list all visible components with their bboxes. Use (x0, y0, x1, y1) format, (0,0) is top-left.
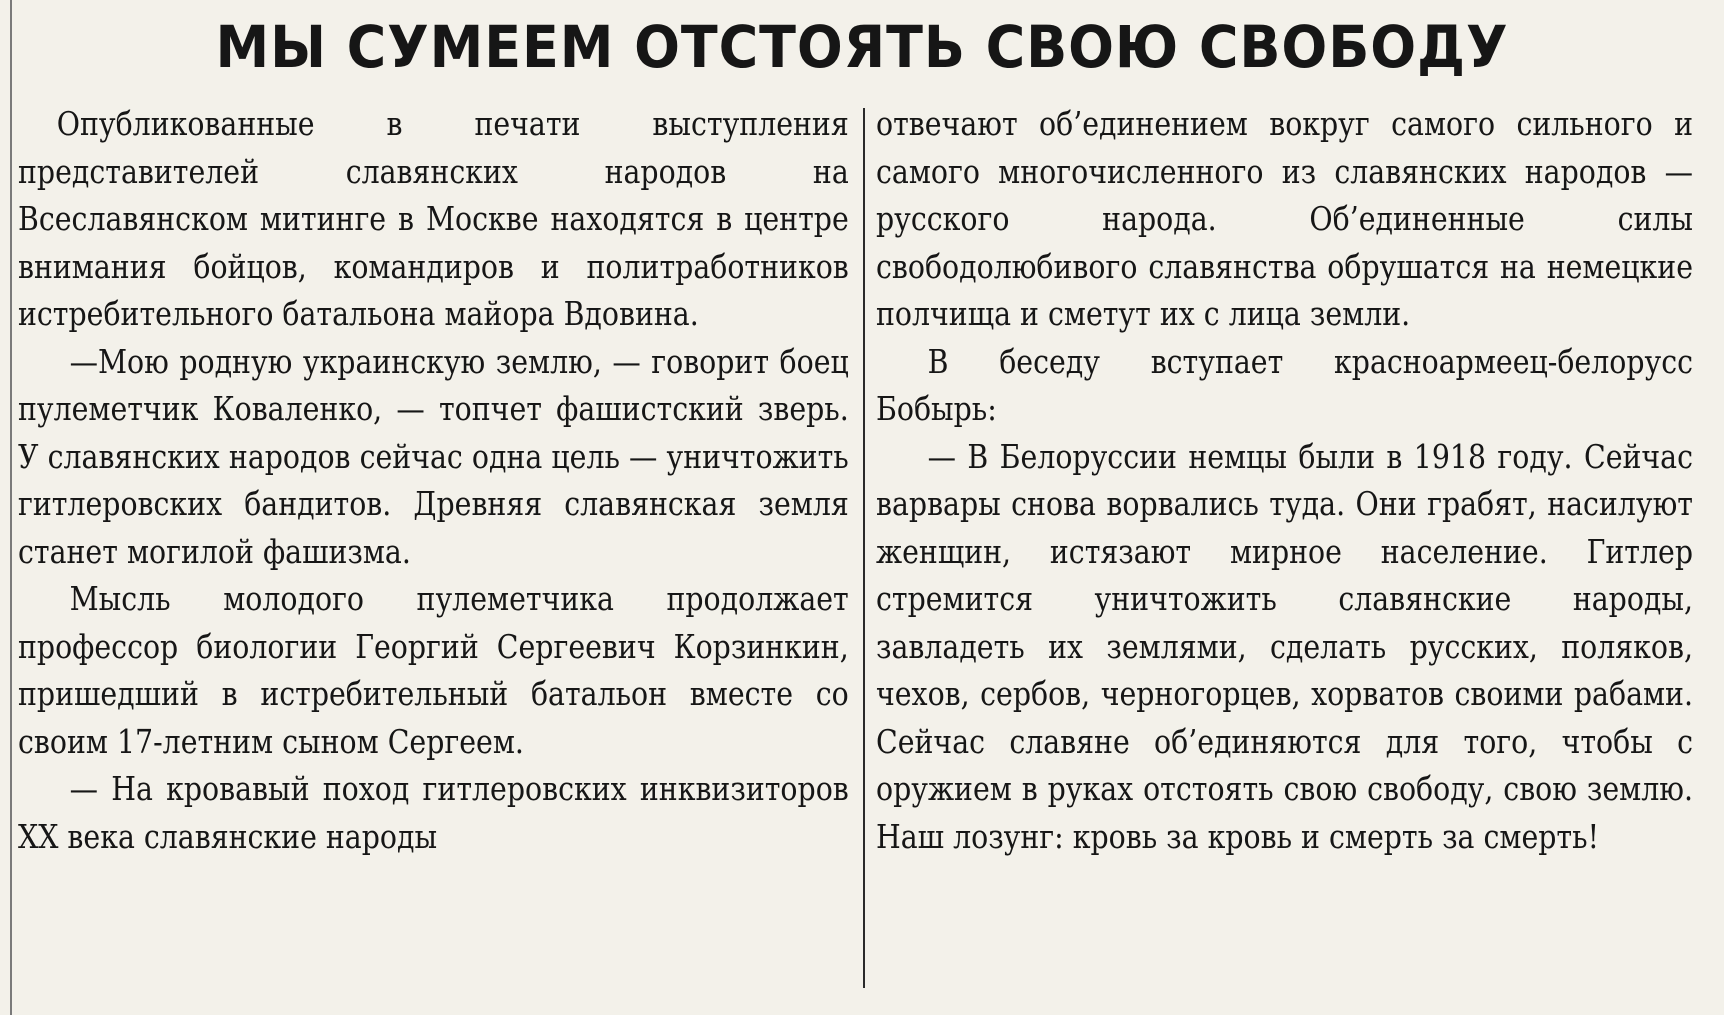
left-paragraph-1: Опубликованные в печати выступления представителей славянских народов на Всеславянском митинге в Москве находятся в центре внимания бойцов, командиров и политработников истребительного батальона майора Вдовина. (18, 104, 849, 333)
headline: МЫ СУМЕЕМ ОТСТОЯТЬ СВОЮ СВОБОДУ (215, 13, 1509, 81)
right-paragraph-1: отвечают об’единением вокруг самого сильного и самого многочисленного из славянских народов — русского народа. Об’единенные силы свободолюбивого славянства обрушатся на немецкие полчища и сметут их с лица земли. (876, 104, 1693, 333)
right-paragraph-2: В беседу вступает красноармеец-белорусс Бобырь: (876, 341, 1693, 428)
right-column (876, 100, 1693, 860)
page-edge-rule (10, 0, 12, 1015)
left-column (18, 100, 849, 860)
left-paragraph-3: Мысль молодого пулеметчика продолжает профессор биологии Георгий Сергеевич Корзинкин, пришедший в истребительный батальон вместе со своим 17-летним сыном Сергеем. (18, 579, 849, 761)
left-paragraph-2: —Мою родную украинскую землю, — говорит боец пулеметчик Коваленко, — топчет фашистский зверь. У славянских народов сейчас одна цель — уничтожить гитлеровских бандитов. Древняя славянская земля станет могилой фашизма. (18, 341, 849, 571)
column-divider (863, 108, 865, 988)
left-paragraph-4: — На кровавый поход гитлеровских инквизиторов XX века славянские народы (18, 769, 849, 856)
right-paragraph-3: — В Белоруссии немцы были в 1918 году. Сейчас варвары снова ворвались туда. Они грабят, насилуют женщин, истязают мирное население. Гитлер стремится уничтожить славянские народы, завладеть их землями, сделать русских, поляков, чехов, сербов, черногорцев, хорватов своими рабами. Сейчас славяне об’единяются для того, чтобы с оружием в руках отстоять свою свободу, свою землю. Наш лозунг: кровь за кровь и смерть за смерть! (876, 436, 1693, 856)
